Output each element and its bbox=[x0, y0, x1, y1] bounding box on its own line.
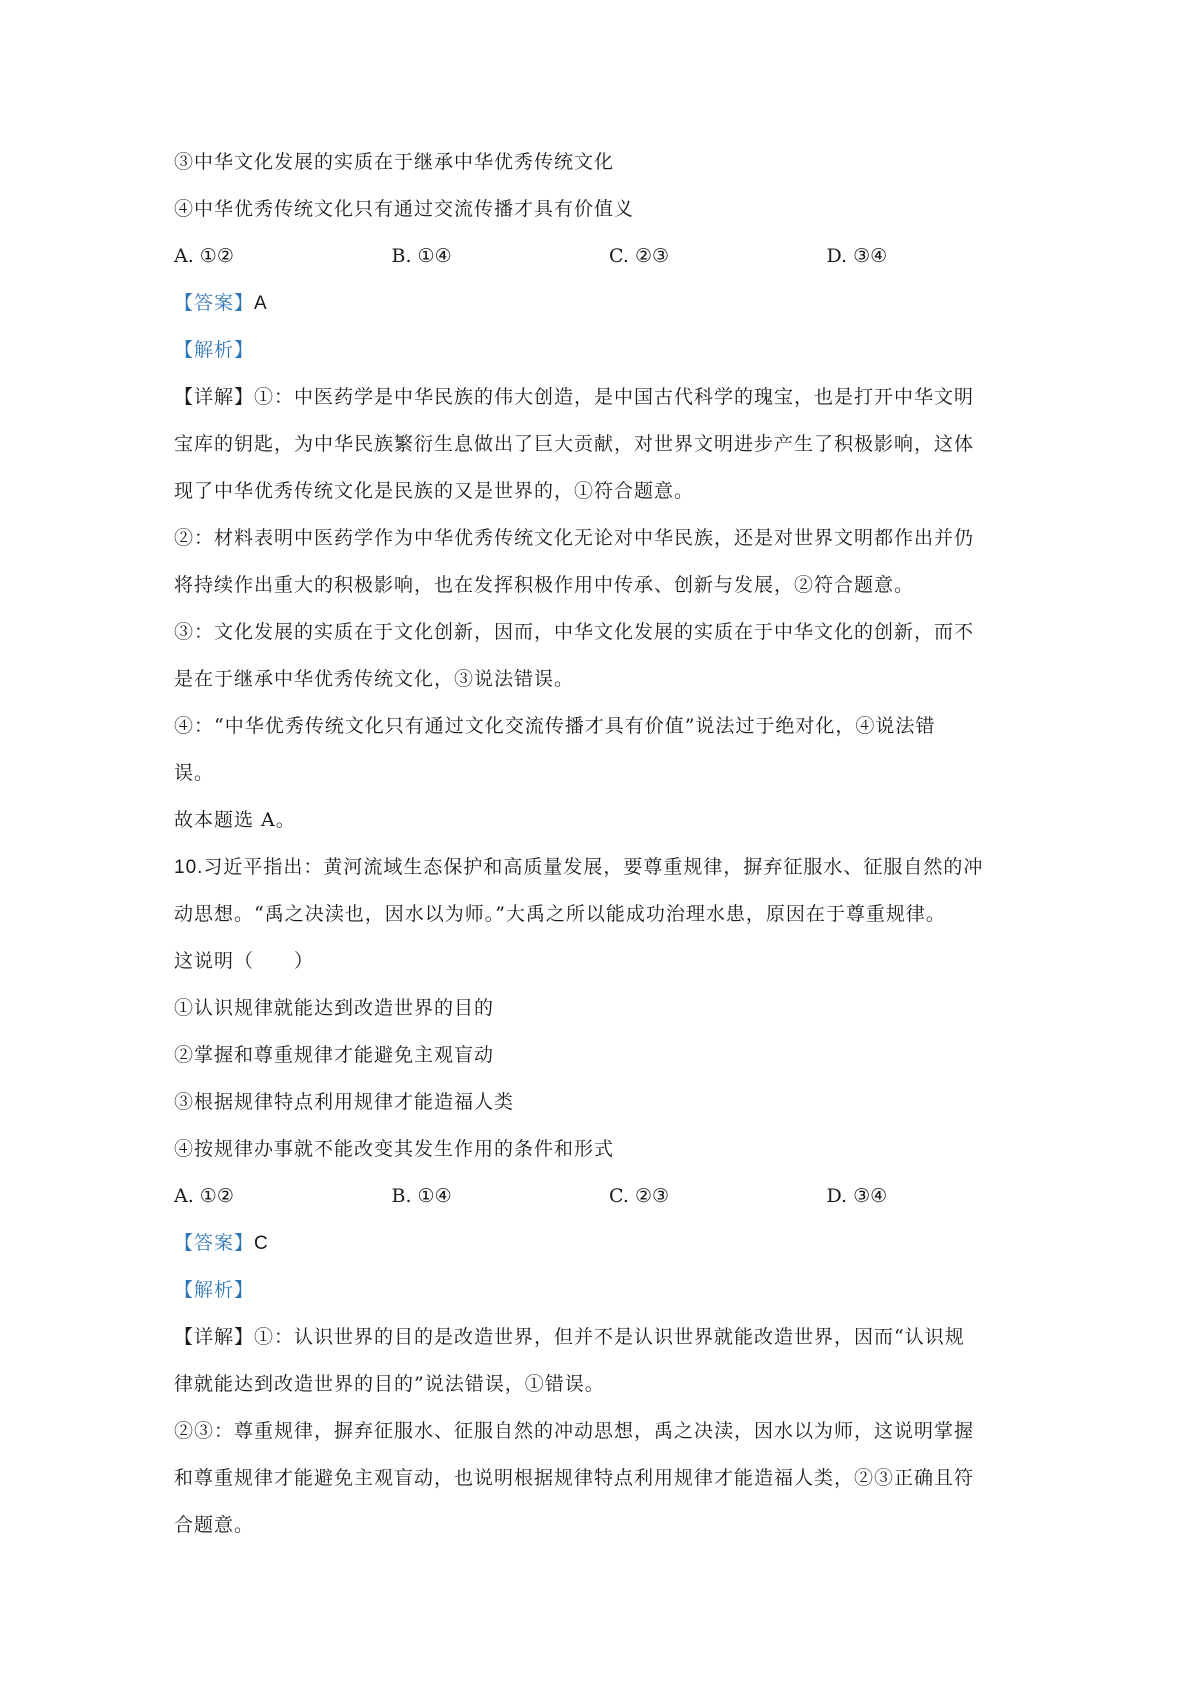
q10-choice-a: A. ①② bbox=[174, 1185, 234, 1207]
q10-choice-c: C. ②③ bbox=[609, 1185, 670, 1207]
q9-detail-line: ②：材料表明中医药学作为中华优秀传统文化无论对中华民族，还是对世界文明都作出并仍 bbox=[174, 527, 975, 549]
q10-statement-2: ②掌握和尊重规律才能避免主观盲动 bbox=[174, 1044, 495, 1066]
detail-label: 【详解】 bbox=[174, 1326, 255, 1348]
q9-detail-line: 是在于继承中华优秀传统文化，③说法错误。 bbox=[174, 668, 575, 690]
q9-detail-line: 【详解】①：中医药学是中华民族的伟大创造，是中国古代科学的瑰宝，也是打开中华文明 bbox=[174, 386, 975, 408]
q10-detail-line: ②③：尊重规律，摒弃征服水、征服自然的冲动思想，禹之决渎，因水以为师，这说明掌握 bbox=[174, 1420, 975, 1442]
q9-choices bbox=[174, 244, 1044, 291]
q9-choice-d: D. ③④ bbox=[826, 245, 888, 267]
question-number: 10. bbox=[174, 857, 204, 878]
q9-answer bbox=[174, 291, 1044, 338]
q9-choice-a: A. ①② bbox=[174, 245, 234, 267]
q10-choices bbox=[174, 1184, 1044, 1231]
q10-stem-line: 10.习近平指出：黄河流域生态保护和高质量发展，要尊重规律，摒弃征服水、征服自然的冲 bbox=[174, 856, 984, 878]
detail-label: 【详解】 bbox=[174, 386, 255, 408]
q10-statement-1: ①认识规律就能达到改造世界的目的 bbox=[174, 997, 495, 1019]
q9-detail-line: 宝库的钥匙，为中华民族繁衍生息做出了巨大贡献，对世界文明进步产生了积极影响，这体 bbox=[174, 433, 975, 455]
q10-stem-line: 动思想。“禹之决渎也，因水以为师。”大禹之所以能成功治理水患，原因在于尊重规律。 bbox=[174, 903, 946, 925]
q9-detail-line: 现了中华优秀传统文化是民族的又是世界的，①符合题意。 bbox=[174, 480, 695, 502]
q9-detail-line: ③：文化发展的实质在于文化创新，因而，中华文化发展的实质在于中华文化的创新，而不 bbox=[174, 621, 975, 643]
answer-label: 【答案】 bbox=[174, 1232, 255, 1254]
q10-statement-3: ③根据规律特点利用规律才能造福人类 bbox=[174, 1091, 515, 1113]
q9-choice-b: B. ①④ bbox=[391, 245, 452, 267]
q9-analysis-label: 【解析】 bbox=[174, 339, 255, 361]
q9-detail-line: ④：“中华优秀传统文化只有通过文化交流传播才具有价值”说法过于绝对化，④说法错 bbox=[174, 715, 936, 737]
q9-detail-line: 将持续作出重大的积极影响，也在发挥积极作用中传承、创新与发展，②符合题意。 bbox=[174, 574, 915, 596]
q10-answer bbox=[174, 1231, 1044, 1278]
document-page bbox=[174, 150, 1044, 1560]
q9-statement-3: ③中华文化发展的实质在于继承中华优秀传统文化 bbox=[174, 151, 615, 173]
q10-detail-line: 【详解】①：认识世界的目的是改造世界，但并不是认识世界就能改造世界，因而“认识规 bbox=[174, 1326, 965, 1348]
q9-detail-line: 误。 bbox=[174, 762, 215, 784]
answer-label: 【答案】 bbox=[174, 292, 255, 314]
q9-choice-c: C. ②③ bbox=[609, 245, 670, 267]
q10-detail-line: 合题意。 bbox=[174, 1514, 255, 1536]
q10-choice-b: B. ①④ bbox=[391, 1185, 452, 1207]
q10-analysis-label: 【解析】 bbox=[174, 1279, 255, 1301]
q9-conclusion: 故本题选 A。 bbox=[174, 809, 296, 831]
q10-choice-d: D. ③④ bbox=[826, 1185, 888, 1207]
answer-value: C bbox=[254, 1233, 269, 1254]
q10-stem-line: 这说明（ ） bbox=[174, 950, 315, 972]
q10-detail-line: 和尊重规律才能避免主观盲动，也说明根据规律特点利用规律才能造福人类，②③正确且符 bbox=[174, 1467, 975, 1489]
q10-detail-line: 律就能达到改造世界的目的”说法错误，①错误。 bbox=[174, 1373, 605, 1395]
q10-statement-4: ④按规律办事就不能改变其发生作用的条件和形式 bbox=[174, 1138, 615, 1160]
answer-value: A bbox=[254, 293, 268, 314]
q9-statement-4: ④中华优秀传统文化只有通过交流传播才具有价值义 bbox=[174, 198, 635, 220]
